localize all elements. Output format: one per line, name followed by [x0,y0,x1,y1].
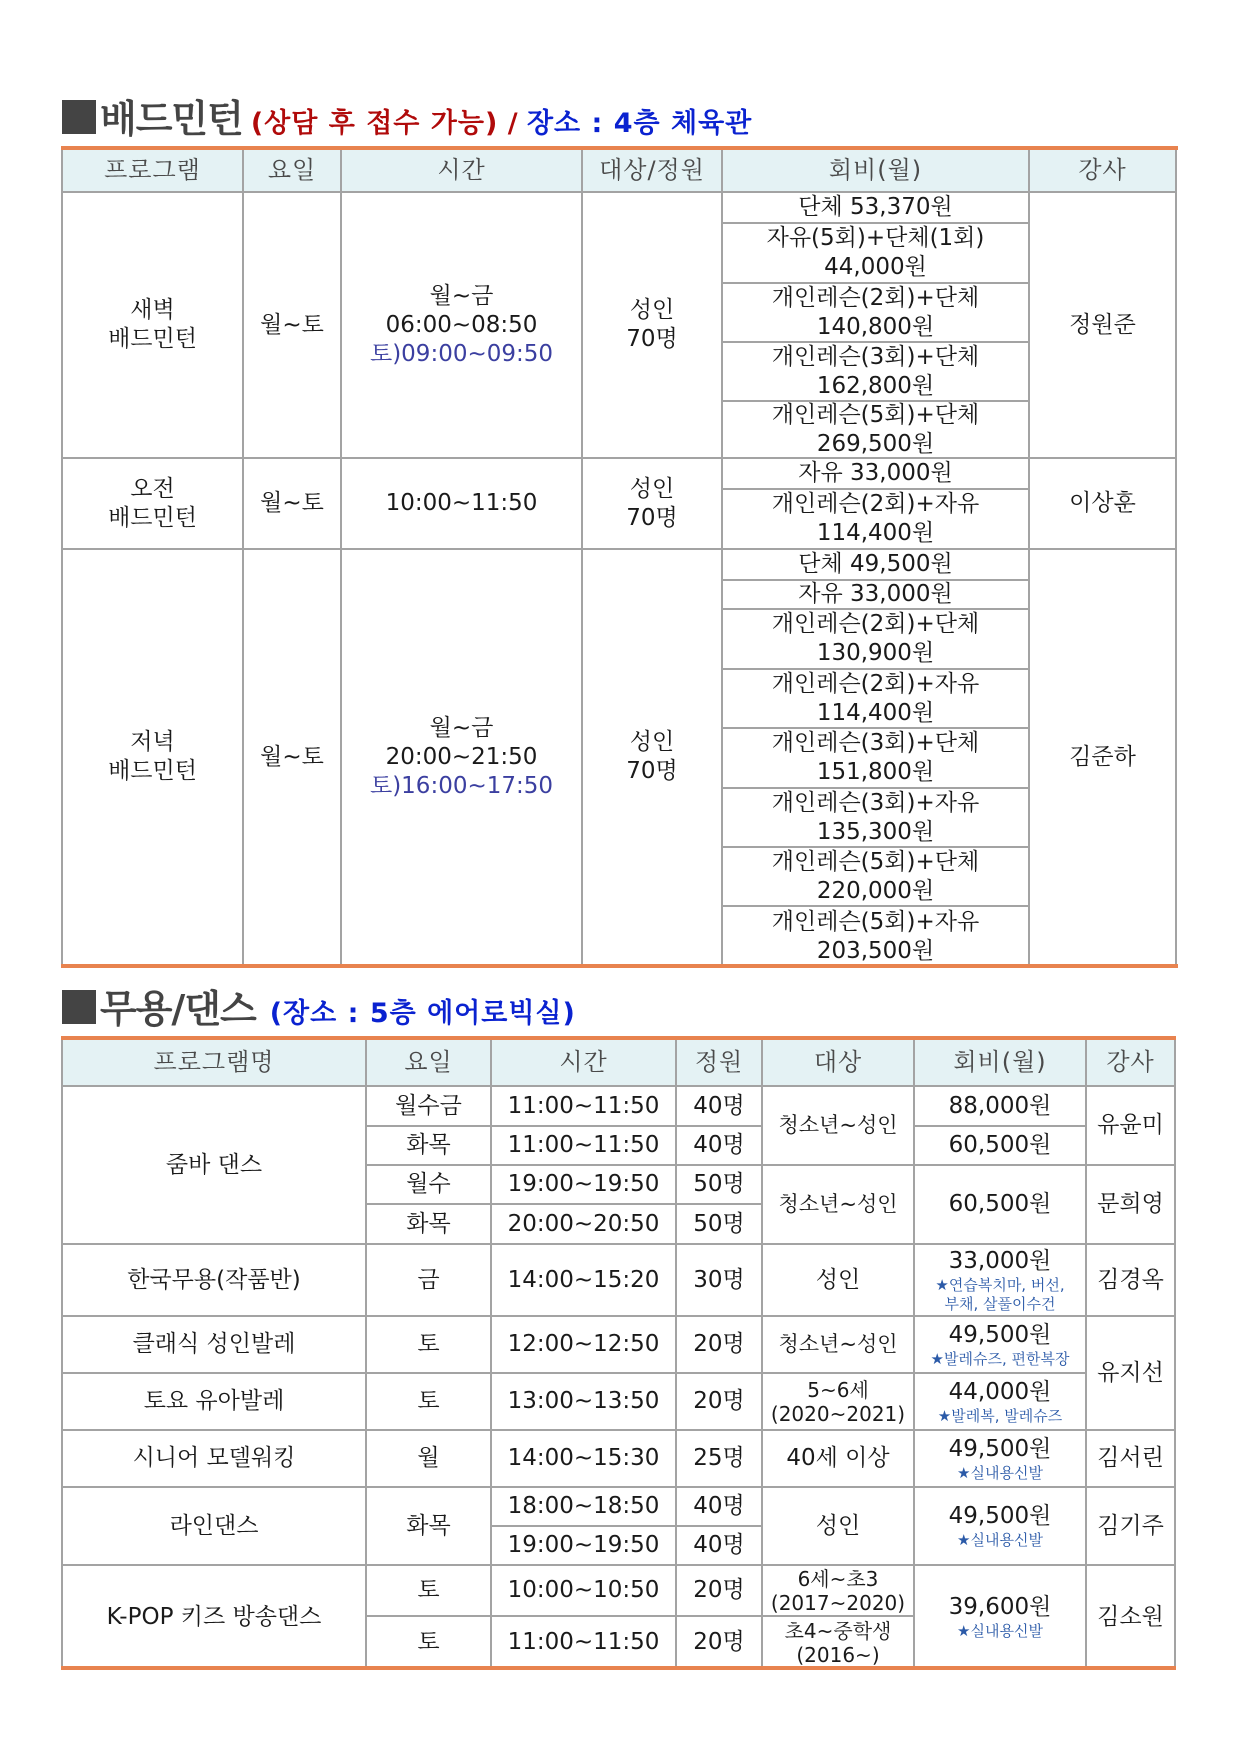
fee-option [723,729,1030,789]
program-target [583,550,723,966]
fee-label: 개인레슨(2회)+자유 [771,491,980,517]
header-program: 프로그램 [63,150,244,193]
fee-amount: 203,500원 [816,937,935,964]
supplies-note: ★실내용신발 [957,1531,1043,1549]
program-name: 줌바 댄스 [63,1087,367,1245]
program-name [63,193,244,459]
session-fee: 88,000원 [915,1087,1087,1127]
time-line1: 월~금 [429,282,494,309]
header-target: 대상 [763,1040,915,1087]
time-line2: 20:00~21:50 [385,743,538,770]
square-bullet-icon [62,100,96,134]
program-time [342,193,583,459]
program-name-line1: 새벽 [130,297,175,323]
fee-option: 자유 33,000원 [723,459,1030,490]
badminton-note: (상담 후 접수 가능) [250,108,499,139]
saturday-time: 토)16:00~17:50 [369,772,554,799]
session-capacity: 40명 [677,1127,763,1166]
target-line1: 성인 [629,297,675,323]
target-line1: 성인 [629,729,675,755]
program-fee [915,1488,1087,1566]
program-instructor: 정원준 [1030,193,1177,459]
supplies-note: ★발레복, 발레슈즈 [937,1406,1063,1425]
fee-amount: 39,600원 [948,1594,1052,1620]
program-time: 14:00~15:30 [492,1431,677,1488]
program-instructor: 김경옥 [1087,1245,1176,1317]
program-days: 금 [367,1245,492,1317]
program-instructor: 이상훈 [1030,459,1177,550]
program-fee [915,1374,1087,1431]
fee-option [723,610,1030,670]
target-line2: (2016~) [796,1642,880,1667]
header-instructor: 강사 [1087,1040,1176,1087]
program-capacity: 25명 [677,1431,763,1488]
program-instructor: 김서린 [1087,1431,1176,1488]
program-capacity: 30명 [677,1245,763,1317]
program-name [63,459,244,550]
fee-amount: 220,000원 [816,877,935,904]
session-days: 토 [367,1566,492,1617]
program-name: 한국무용(작품반) [63,1245,367,1317]
header-time: 시간 [492,1040,677,1087]
program-instructor: 김준하 [1030,550,1177,966]
fee-amount: 162,800원 [816,372,935,399]
fee-label: 개인레슨(5회)+단체 [771,848,980,875]
program-capacity: 20명 [677,1317,763,1374]
badminton-section-title [62,88,752,143]
header-fee: 회비(월) [723,150,1030,193]
program-days: 토 [367,1317,492,1374]
session-days: 월수금 [367,1087,492,1127]
target-line2: 70명 [626,326,678,352]
target-line1: 초4~중학생 [784,1618,892,1643]
program-name-line2: 배드민턴 [108,758,197,784]
program-days: 화목 [367,1488,492,1566]
program-target [583,459,723,550]
session-time: 11:00~11:50 [492,1127,677,1166]
session-capacity: 50명 [677,1166,763,1205]
header-time: 시간 [342,150,583,193]
program-target: 청소년~성인 [763,1317,915,1374]
fee-amount: 130,900원 [816,640,935,666]
session-time: 11:00~11:50 [492,1087,677,1127]
fee-label: 자유(5회)+단체(1회) [766,225,985,251]
program-days: 월~토 [244,459,342,550]
supplies-note: ★실내용신발 [957,1622,1043,1640]
fee-option [723,848,1030,907]
fee-option [723,224,1030,284]
fee-option [723,284,1030,343]
fee-label: 개인레슨(5회)+자유 [771,908,980,935]
session-capacity: 50명 [677,1205,763,1245]
session-capacity: 40명 [677,1488,763,1527]
session-time: 10:00~10:50 [492,1566,677,1617]
target-line1: 6세~초3 [797,1566,879,1591]
session-target [763,1617,915,1668]
fee-option [723,907,1030,966]
fee-label: 개인레슨(2회)+단체 [771,611,980,637]
session-capacity: 40명 [677,1527,763,1566]
program-target [763,1374,915,1431]
program-instructor: 유윤미 [1087,1087,1176,1166]
session-capacity: 40명 [677,1087,763,1127]
program-name-line2: 배드민턴 [108,504,197,531]
target-line2: 70명 [626,758,678,784]
program-name: 클래식 성인발레 [63,1317,367,1374]
fee-option: 단체 49,500원 [723,550,1030,581]
program-name: 토요 유아발레 [63,1374,367,1431]
header-fee: 회비(월) [915,1040,1087,1087]
target-line1: 성인 [629,475,675,502]
fee-option: 자유 33,000원 [723,581,1030,610]
fee-option [723,402,1030,459]
session-time: 20:00~20:50 [492,1205,677,1245]
dance-location: (장소 : 5층 에어로빅실) [269,998,576,1029]
program-instructor: 김기주 [1087,1488,1176,1566]
fee-amount: 44,000원 [948,1378,1052,1405]
program-days: 토 [367,1374,492,1431]
fee-label: 개인레슨(3회)+단체 [771,730,980,756]
program-instructor: 유지선 [1087,1317,1176,1431]
header-program-name: 프로그램명 [63,1040,367,1087]
fee-option [723,789,1030,848]
supplies-note: ★연습복치마, 버선, [935,1275,1065,1294]
dance-section-title [62,978,576,1033]
session-fee: 60,500원 [915,1127,1087,1166]
program-time [342,550,583,966]
program-time: 12:00~12:50 [492,1317,677,1374]
program-fee [915,1317,1087,1374]
session-days: 화목 [367,1127,492,1166]
program-instructor: 문희영 [1087,1166,1176,1245]
fee-amount: 49,500원 [948,1321,1052,1348]
session-target [763,1566,915,1617]
program-target [583,193,723,459]
session-capacity: 20명 [677,1617,763,1668]
program-days: 월~토 [244,550,342,966]
fee-label: 개인레슨(5회)+단체 [771,401,980,428]
program-fee [915,1245,1087,1317]
badminton-title: 배드민턴 [100,97,243,141]
program-instructor: 김소원 [1087,1566,1176,1668]
session-target: 청소년~성인 [763,1087,915,1166]
saturday-time: 토)09:00~09:50 [369,340,554,367]
header-days: 요일 [244,150,342,193]
program-time: 13:00~13:50 [492,1374,677,1431]
session-time: 18:00~18:50 [492,1488,677,1527]
session-days: 화목 [367,1205,492,1245]
fee-amount: 49,500원 [948,1435,1052,1462]
fee-label: 개인레슨(3회)+단체 [771,343,980,370]
badminton-location: 장소 : 4층 체육관 [526,108,753,139]
program-target: 성인 [763,1488,915,1566]
session-time: 11:00~11:50 [492,1617,677,1668]
session-fee: 60,500원 [915,1166,1087,1245]
fee-label: 개인레슨(2회)+자유 [771,670,980,697]
program-fee [915,1566,1087,1668]
session-target: 청소년~성인 [763,1166,915,1245]
program-name: K-POP 키즈 방송댄스 [63,1566,367,1668]
program-days: 월 [367,1431,492,1488]
fee-label: 개인레슨(2회)+단체 [771,284,980,311]
supplies-note: ★실내용신발 [957,1463,1043,1482]
program-name-line1: 저녁 [130,729,175,755]
title-separator: / [498,108,527,139]
program-name-line2: 배드민턴 [108,326,197,352]
target-line2: (2020~2021) [770,1401,906,1426]
program-time: 14:00~15:20 [492,1245,677,1317]
dance-title: 무용/댄스 [100,987,256,1031]
time-line1: 월~금 [429,714,494,741]
fee-amount: 151,800원 [816,759,935,785]
fee-option [723,490,1030,550]
program-name: 라인댄스 [63,1488,367,1566]
fee-amount: 44,000원 [824,254,927,280]
session-days: 토 [367,1617,492,1668]
program-capacity: 20명 [677,1374,763,1431]
supplies-note: ★발레슈즈, 편한복장 [930,1349,1070,1368]
header-instructor: 강사 [1030,150,1177,193]
target-line2: (2017~2020) [770,1590,906,1615]
fee-amount: 135,300원 [816,818,935,845]
fee-amount: 33,000원 [948,1247,1052,1274]
supplies-note: 부채, 살풀이수건 [944,1294,1056,1313]
session-capacity: 20명 [677,1566,763,1617]
fee-amount: 269,500원 [816,430,935,457]
program-target: 40세 이상 [763,1431,915,1488]
program-fee [915,1431,1087,1488]
fee-amount: 140,800원 [816,313,935,340]
session-days: 월수 [367,1166,492,1205]
header-capacity: 정원 [677,1040,763,1087]
program-time: 10:00~11:50 [342,459,583,550]
session-time: 19:00~19:50 [492,1166,677,1205]
fee-amount: 114,400원 [816,699,935,726]
time-line2: 06:00~08:50 [385,311,538,338]
fee-option [723,670,1030,729]
square-bullet-icon [62,990,96,1024]
program-days: 월~토 [244,193,342,459]
fee-label: 개인레슨(3회)+자유 [771,789,980,816]
program-name [63,550,244,966]
table-bottom-border [61,964,1178,968]
session-time: 19:00~19:50 [492,1527,677,1566]
table-bottom-border [61,1666,1176,1670]
program-name-line1: 오전 [130,475,175,502]
fee-amount: 114,400원 [816,520,935,546]
fee-option: 단체 53,370원 [723,193,1030,224]
target-line2: 70명 [626,504,678,531]
program-target: 성인 [763,1245,915,1317]
target-line1: 5~6세 [807,1377,869,1402]
fee-amount: 49,500원 [948,1503,1052,1529]
header-target: 대상/정원 [583,150,723,193]
fee-option [723,343,1030,402]
program-name: 시니어 모델워킹 [63,1431,367,1488]
header-days: 요일 [367,1040,492,1087]
